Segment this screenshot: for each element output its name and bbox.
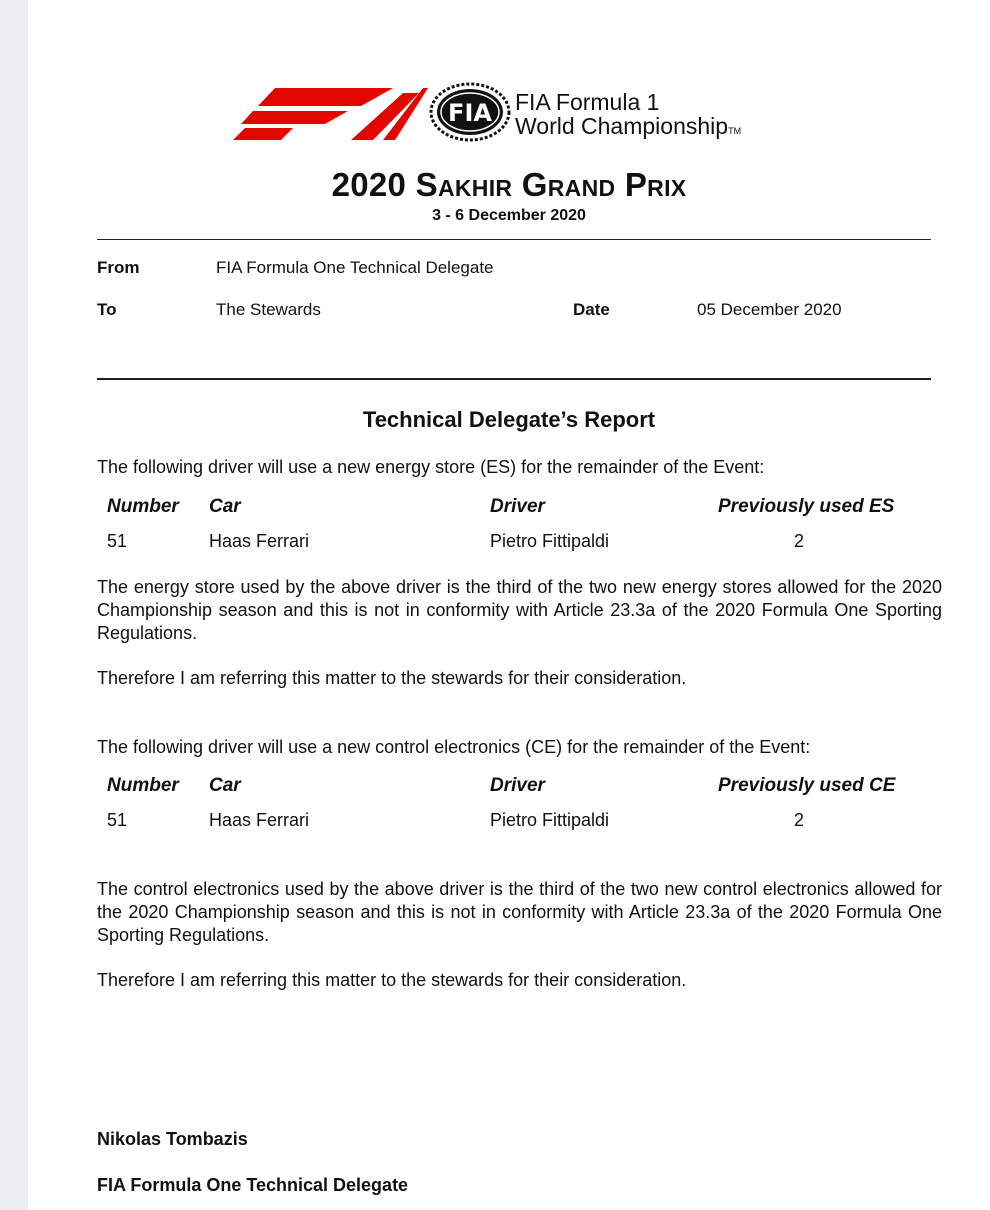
table-header-car: Car xyxy=(209,775,241,796)
event-word-1: Sakhir xyxy=(415,166,513,203)
cell-previously-used: 2 xyxy=(794,810,805,830)
table-header-car: Car xyxy=(209,496,241,517)
fia-badge-text: FIA xyxy=(448,99,492,127)
meta-divider xyxy=(97,378,931,380)
wordmark-line2-text: World Championship xyxy=(515,113,729,139)
table-header-previously-used: Previously used ES xyxy=(718,496,895,517)
cell-number: 51 xyxy=(107,810,128,830)
document-page xyxy=(28,0,990,1210)
header-divider xyxy=(97,239,931,240)
event-title xyxy=(28,166,990,204)
table-header-driver: Driver xyxy=(490,775,545,796)
cell-previously-used: 2 xyxy=(794,531,805,551)
table-header-previously-used: Previously used CE xyxy=(718,775,896,796)
section2-body: The control electronics used by the above driver is the third of the two new control electronics allowed for the 2020 Championship season and this is not in conformity with Article 23.3a of the 2020 Formula One Sporting Regulations. xyxy=(97,879,942,945)
signatory-name: Nikolas Tombazis xyxy=(97,1129,248,1149)
fia-wordmark xyxy=(515,90,741,143)
event-word-2: Grand xyxy=(521,166,616,203)
signatory-title: FIA Formula One Technical Delegate xyxy=(97,1175,409,1195)
wordmark-line2 xyxy=(515,114,741,143)
table-header-number: Number xyxy=(107,496,179,517)
section2-referral: Therefore I am referring this matter to the stewards for their consideration. xyxy=(97,970,687,990)
report-title: Technical Delegate’s Report xyxy=(362,407,656,432)
event-year: 2020 xyxy=(331,166,416,203)
fia-badge-icon xyxy=(429,82,511,142)
date-label: Date xyxy=(573,300,610,319)
section1-body: The energy store used by the above driver is the third of the two new energy stores allowed for the 2020 Championship season and this is not in conformity with Article 23.3a of the 2020 Formula One Sporting Regulations. xyxy=(97,577,942,643)
table-header-driver: Driver xyxy=(490,496,545,517)
event-word-3: Prix xyxy=(624,166,687,203)
cell-driver: Pietro Fittipaldi xyxy=(490,531,610,551)
section1-intro: The following driver will use a new energy store (ES) for the remainder of the Event: xyxy=(97,457,765,477)
trademark-sign: TM xyxy=(728,126,742,136)
date-value: 05 December 2020 xyxy=(697,300,842,319)
from-label: From xyxy=(97,258,140,277)
f1-logo-icon xyxy=(233,88,428,140)
cell-car: Haas Ferrari xyxy=(209,531,310,551)
f1-fia-logo xyxy=(233,80,853,150)
table-header-number: Number xyxy=(107,775,179,796)
section1-referral: Therefore I am referring this matter to the stewards for their consideration. xyxy=(97,668,687,688)
cell-number: 51 xyxy=(107,531,128,551)
to-value: The Stewards xyxy=(216,300,321,319)
to-label: To xyxy=(97,300,117,319)
section2-intro: The following driver will use a new control electronics (CE) for the remainder of the Event: xyxy=(97,737,811,757)
wordmark-line1: FIA Formula 1 xyxy=(515,89,660,115)
event-dates: 3 - 6 December 2020 xyxy=(432,207,586,224)
cell-car: Haas Ferrari xyxy=(209,810,310,830)
from-value: FIA Formula One Technical Delegate xyxy=(216,258,494,277)
cell-driver: Pietro Fittipaldi xyxy=(490,810,610,830)
